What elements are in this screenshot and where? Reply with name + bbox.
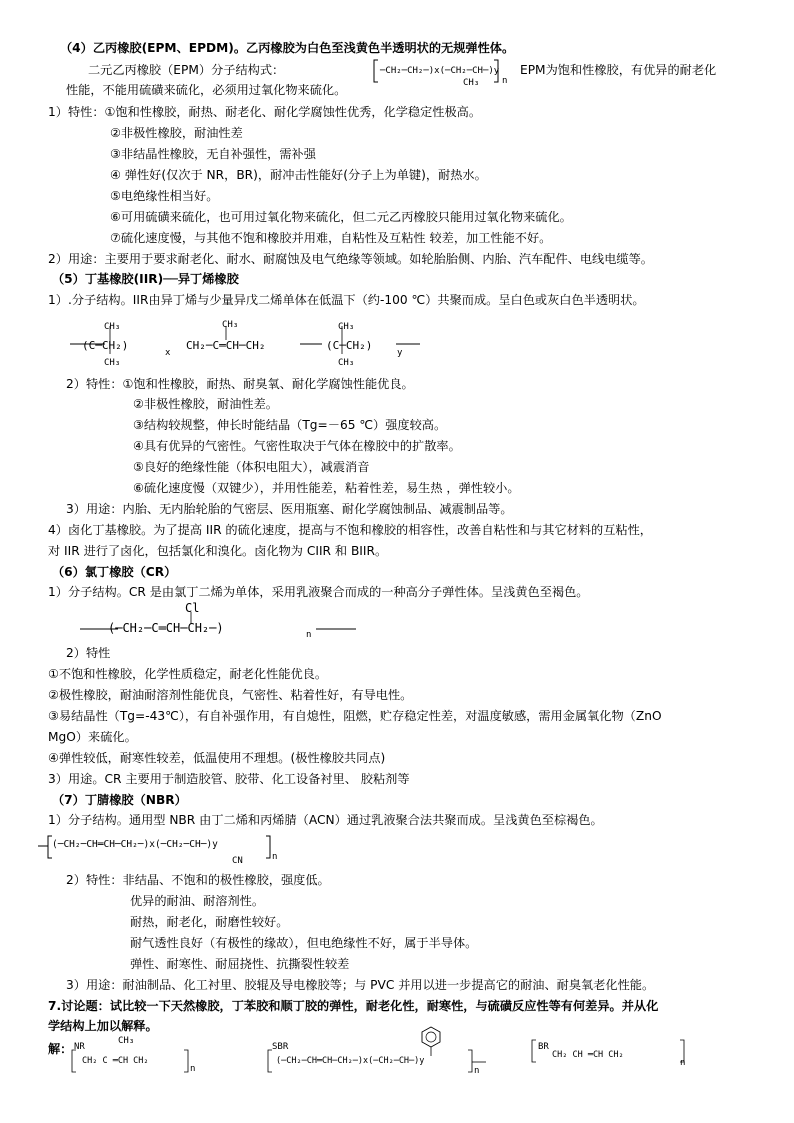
epm-formula-n: n: [502, 76, 508, 86]
nbr-heading: （7）丁腈橡胶（NBR）: [52, 793, 187, 807]
nr-sub: CH₃: [118, 1036, 135, 1046]
iir-ch3-top-2: CH₃: [222, 320, 239, 330]
iir-prop-5: ⑤良好的绝缘性能（体积电阻大），减震消音: [133, 460, 370, 474]
br-main: CH₂ CH ═CH CH₂: [552, 1050, 624, 1060]
nbr-formula-cn: CN: [232, 856, 243, 866]
sbr-label: SBR: [272, 1042, 289, 1052]
iir-prop-1: 2）特性：①饱和性橡胶，耐热、耐臭氧、耐化学腐蚀性能优良。: [66, 377, 414, 391]
iir-formula-right: (C─CH₂): [326, 339, 373, 352]
nbr-formula-main: (─CH₂─CH═CH─CH₂─)x(─CH₂─CH─)y: [52, 839, 218, 850]
nbr-prop-2: 优异的耐油、耐溶剂性。: [130, 894, 265, 908]
epm-prop-5: ⑤电绝缘性相当好。: [110, 189, 219, 203]
sbr-n: n: [474, 1066, 480, 1076]
epm-formula-after: EPM为饱和性橡胶，有优异的耐老化: [520, 63, 717, 77]
cr-prop-3: ③易结晶性（Tg=-43℃），有自补强作用，有自熄性，阻燃，贮存稳定性差，对温度敏感，需用金属氧化物（ZnO: [48, 709, 662, 723]
epm-prop-6: ⑥可用硫磺来硫化，也可用过氧化物来硫化，但二元乙丙橡胶只能用过氧化物来硫化。: [110, 210, 572, 224]
nr-label: NR: [74, 1042, 85, 1052]
iir-use: 3）用途：内胎、无内胎轮胎的气密层、医用瓶塞、耐化学腐蚀制品、减震制品等。: [66, 502, 513, 516]
iir-prop-6: ⑥硫化速度慢（双键少），并用性能差，粘着性差，易生热 ，弹性较小。: [133, 481, 520, 495]
iir-halo-1: 4）卤化丁基橡胶。为了提高 IIR 的硫化速度，提高与不饱和橡胶的相容性，改善自粘性和与其它材料的互粘性，: [48, 523, 652, 537]
epm-prop-1: 1）特性：①饱和性橡胶，耐热、耐老化、耐化学腐蚀性优秀，化学稳定性极高。: [48, 105, 482, 119]
iir-formula-mid: CH₂─C═CH─CH₂: [186, 339, 266, 352]
sbr-main: (─CH₂─CH═CH─CH₂─)x(─CH₂─CH─)y: [276, 1056, 425, 1066]
nbr-prop-5: 弹性、耐寒性、耐屈挠性、抗撕裂性较差: [130, 957, 350, 971]
answer-label: 解：: [48, 1042, 73, 1056]
iir-ch3-top-1: CH₃: [104, 322, 121, 332]
iir-structure: 1）.分子结构。IIR由异丁烯与少量异戊二烯单体在低温下（约-100 ℃）共聚而成。呈白色或灰白色半透明状。: [48, 293, 645, 307]
epm-prop-4: ④ 弹性好(仅次于 NR，BR)，耐冲击性能好(分子上为单键)，耐热水。: [110, 168, 487, 182]
epm-formula-sub: CH₃: [463, 78, 480, 88]
iir-y: y: [397, 348, 403, 358]
br-label: BR: [538, 1042, 549, 1052]
nbr-use: 3）用途：耐油制品、化工衬里、胶辊及导电橡胶等；与 PVC 并用以进一步提高它的耐油、耐臭氧老化性能。: [66, 978, 655, 992]
nbr-structure: 1）分子结构。通用型 NBR 由丁二烯和丙烯腈（ACN）通过乳液聚合法共聚而成。呈浅黄色至棕褐色。: [48, 813, 603, 827]
cr-use: 3）用途。CR 主要用于制造胶管、胶带、化工设备衬里、 胶粘剂等: [48, 772, 410, 786]
cr-heading: （6）氯丁橡胶（CR）: [52, 565, 177, 579]
iir-prop-4: ④具有优异的气密性。气密性取决于气体在橡胶中的扩散率。: [133, 439, 461, 453]
epm-prop-7: ⑦硫化速度慢，与其他不饱和橡胶并用难，自粘性及互粘性 较差，加工性能不好。: [110, 231, 552, 245]
iir-formula-left: (C─CH₂): [82, 339, 129, 352]
epm-heading: （4）乙丙橡胶(EPM、EPDM)。乙丙橡胶为白色至浅黄色半透明状的无规弹性体。: [60, 41, 515, 55]
cr-formula-main: (─CH₂─C═CH─CH₂─): [108, 621, 224, 635]
cr-prop-3b: MgO）来硫化。: [48, 730, 137, 744]
iir-heading: （5）丁基橡胶(IIR)──异丁烯橡胶: [52, 272, 239, 286]
nr-main: CH₂ C ═CH CH₂: [82, 1056, 149, 1066]
epm-prop-2: ②非极性橡胶，耐油性差: [110, 126, 243, 140]
cr-structure: 1）分子结构。CR 是由氯丁二烯为单体，采用乳液聚合而成的一种高分子弹性体。呈浅黄色至褐色。: [48, 585, 589, 599]
epm-use: 2）用途：主要用于要求耐老化、耐水、耐腐蚀及电气绝缘等领域。如轮胎胎侧、内胎、汽车配件、电线电缆等。: [48, 252, 653, 266]
epm-line2: 性能，不能用硫磺来硫化，必须用过氧化物来硫化。: [66, 83, 347, 97]
cr-formula-n: n: [306, 630, 312, 640]
nbr-formula-n: n: [272, 852, 278, 862]
iir-ch3-top-3: CH₃: [338, 322, 355, 332]
cr-prop-1: ①不饱和性橡胶，化学性质稳定，耐老化性能优良。: [48, 667, 328, 681]
iir-prop-3: ③结构较规整，伸长时能结晶（Tg=－65 ℃）强度较高。: [133, 418, 447, 432]
nbr-prop-3: 耐热，耐老化，耐磨性较好。: [130, 915, 289, 929]
br-n: n: [680, 1058, 686, 1068]
discussion-question-1: 7.讨论题：试比较一下天然橡胶，丁苯胶和顺丁胶的弹性，耐老化性，耐寒性，与硫磺反应性等有何差异。并从化: [48, 999, 659, 1013]
cr-prop-4: ④弹性较低，耐寒性较差，低温使用不理想。(极性橡胶共同点): [48, 751, 386, 765]
discussion-question-2: 学结构上加以解释。: [48, 1019, 158, 1033]
cr-cl: Cl: [185, 601, 200, 615]
iir-x: x: [165, 348, 171, 358]
iir-prop-2: ②非极性橡胶，耐油性差。: [133, 397, 278, 411]
iir-halo-2: 对 IIR 进行了卤化，包括氯化和溴化。卤化物为 CIIR 和 BIIR。: [48, 544, 388, 558]
cr-props-title: 2）特性: [66, 646, 111, 660]
nr-n: n: [190, 1064, 196, 1074]
cr-prop-2: ②极性橡胶，耐油耐溶剂性能优良，气密性、粘着性好，有导电性。: [48, 688, 413, 702]
iir-ch3-bot-1: CH₃: [104, 358, 121, 368]
epm-formula-intro: 二元乙丙橡胶（EPM）分子结构式：: [88, 63, 285, 77]
iir-ch3-bot-2: CH₃: [338, 358, 355, 368]
cr-trail-line: [316, 628, 376, 632]
nbr-prop-4: 耐气透性良好（有极性的缘故），但电绝缘性不好，属于半导体。: [130, 936, 478, 950]
epm-prop-3: ③非结晶性橡胶，无自补强性，需补强: [110, 147, 316, 161]
nbr-prop-1: 2）特性：非结晶、不饱和的极性橡胶，强度低。: [66, 873, 330, 887]
epm-formula-main: ─CH₂─CH₂─)x(─CH₂─CH─)y: [380, 66, 500, 76]
